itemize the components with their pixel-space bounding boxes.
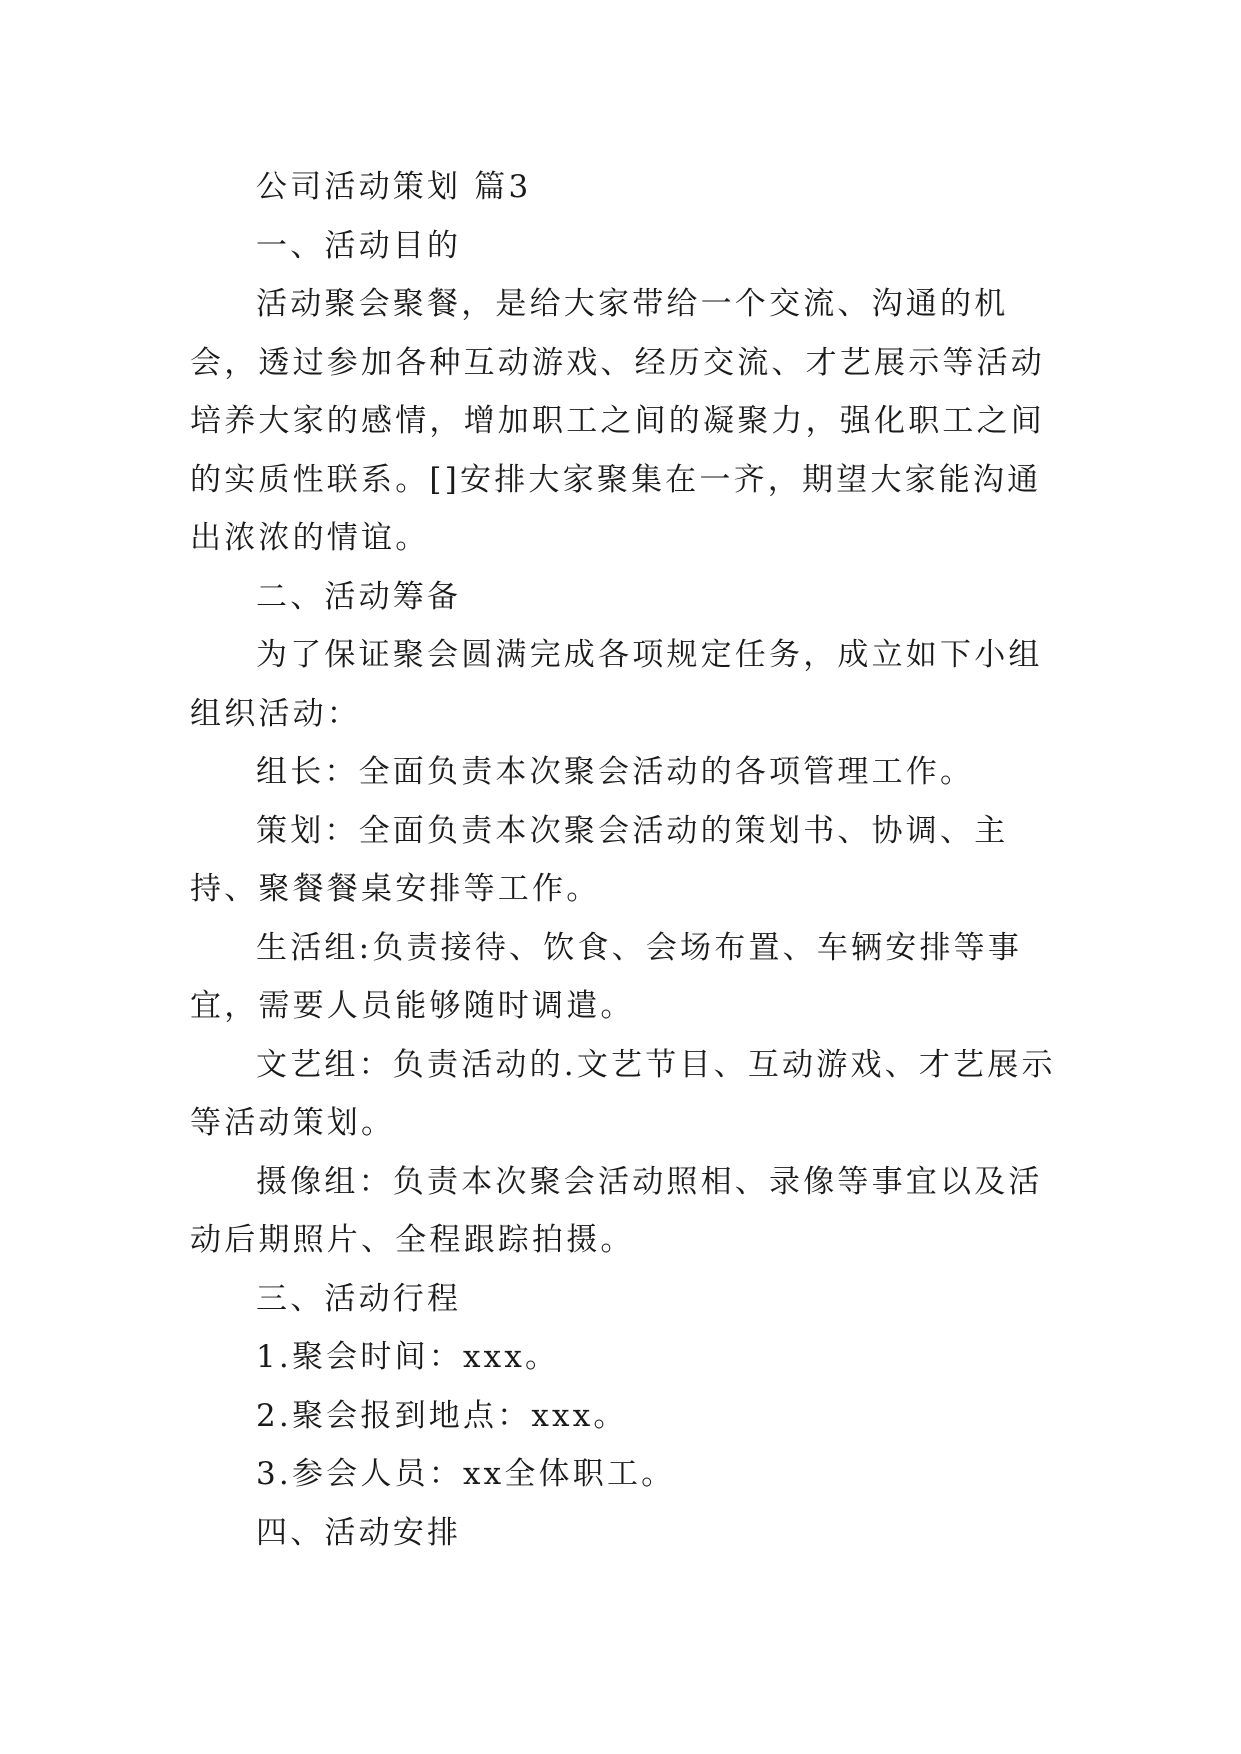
list-item-time: 1.聚会时间：xxx。 (256, 1339, 560, 1375)
section-heading-purpose: 一、活动目的 (256, 227, 462, 264)
paragraph-purpose: 活动聚会聚餐，是给大家带给一个交流、沟通的机会，透过参加各种互动游戏、经历交流、才艺展示等活动培养大家的感情，增加职工之间的凝聚力，强化职工之间的实质性联系。[]安排大家聚集在一齐，期望大家能沟通出浓浓的情谊。 (190, 286, 1045, 556)
document-body (190, 158, 1058, 1562)
paragraph-arts-group: 文艺组：负责活动的.文艺节目、互动游戏、才艺展示等活动策划。 (190, 1046, 1056, 1141)
list-item-attendees: 3.参会人员：xx全体职工。 (256, 1456, 676, 1492)
paragraph-preparation-intro: 为了保证聚会圆满完成各项规定任务，成立如下小组组织活动： (190, 637, 1043, 732)
document-title: 公司活动策划 篇3 (256, 169, 532, 205)
list-item-location: 2.聚会报到地点：xxx。 (256, 1397, 628, 1434)
paragraph-team-leader: 组长：全面负责本次聚会活动的各项管理工作。 (256, 754, 975, 790)
section-heading-arrangement: 四、活动安排 (256, 1514, 462, 1551)
section-heading-preparation: 二、活动筹备 (256, 578, 462, 615)
section-heading-itinerary: 三、活动行程 (256, 1280, 462, 1317)
paragraph-logistics-group: 生活组:负责接待、饮食、会场布置、车辆安排等事宜，需要人员能够随时调遣。 (190, 929, 1023, 1024)
paragraph-camera-group: 摄像组：负责本次聚会活动照相、录像等事宜以及活动后期照片、全程跟踪拍摄。 (190, 1163, 1043, 1258)
paragraph-planning: 策划：全面负责本次聚会活动的策划书、协调、主持、聚餐餐桌安排等工作。 (190, 812, 1009, 907)
